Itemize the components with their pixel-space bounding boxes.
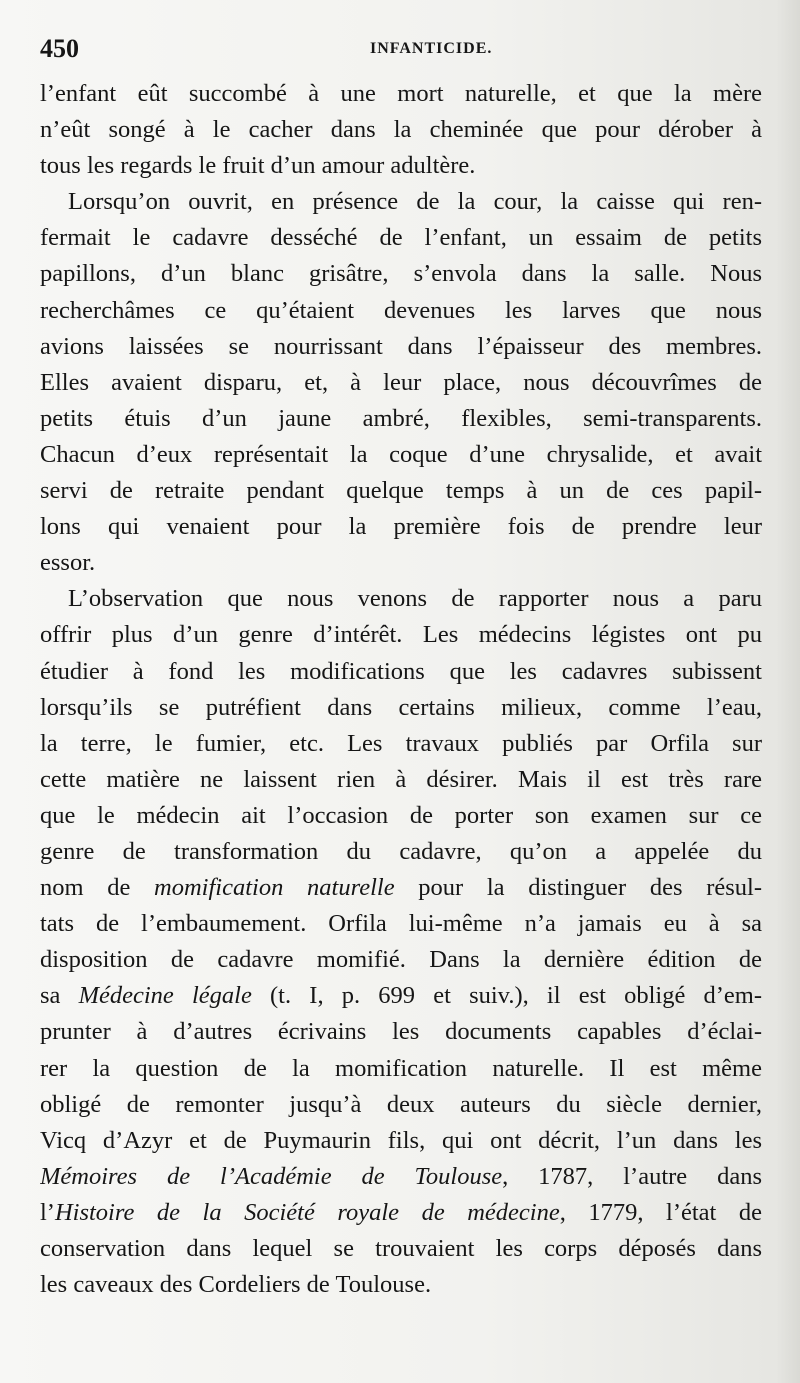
text-line [40,978,762,1014]
text-line: L’observation que nous venons de rapporter nous a paru [68,585,762,613]
text-line: n’eût songé à le cacher dans la cheminée que pour dérober à [40,116,762,144]
text-line: que le médecin ait l’occasion de porter son examen sur ce [40,801,762,829]
text-line: petits étuis d’un jaune ambré, flexibles, semi-transparents. [40,404,762,432]
text-line: obligé de remonter jusqu’à deux auteurs du siècle dernier, [40,1090,762,1118]
text-line: lons qui venaient pour la première fois de prendre leur [40,513,762,541]
text-line: Lorsqu’on ouvrit, en présence de la cour, la caisse qui ren- [68,188,762,216]
italic-title: Mémoires de l’Académie de Toulouse [40,1162,503,1190]
text-segment: , 1787, l’autre dans [502,1162,762,1190]
italic-title: Médecine légale [78,982,252,1010]
text-line: étudier à fond les modifications que les cadavres subissent [40,657,762,685]
text-line: avions laissées se nourrissant dans l’épaisseur des membres. [40,332,762,360]
text-line: genre de transformation du cadavre, qu’on a appelée du [40,837,762,865]
text-segment: sa [40,982,79,1010]
text-segment: nom de [40,874,155,902]
text-line: cette matière ne laissent rien à désirer. Mais il est très rare [40,765,762,793]
page-header [40,34,760,64]
text-line: prunter à d’autres écrivains les documents capables d’éclai- [40,1018,762,1046]
text-line: recherchâmes ce qu’étaient devenues les larves que nous [40,296,762,324]
text-line: tats de l’embaumement. Orfila lui-même n’a jamais eu à sa [40,910,762,938]
text-line: Chacun d’eux représentait la coque d’une chrysalide, et avait [40,440,762,468]
text-line: essor. [40,549,96,577]
text-segment: (t. I, p. 699 et suiv.), il est obligé d’em- [251,982,762,1010]
text-line: la terre, le fumier, etc. Les travaux publiés par Orfila sur [40,729,762,757]
text-line: servi de retraite pendant quelque temps à un de ces papil- [40,477,762,505]
text-line: offrir plus d’un genre d’intérêt. Les médecins légistes ont pu [40,621,762,649]
text-line: papillons, d’un blanc grisâtre, s’envola dans la salle. Nous [40,260,762,288]
running-head: INFANTICIDE. [370,40,493,57]
text-segment: l’ [40,1198,55,1226]
text-line: lorsqu’ils se putréfient dans certains milieux, comme l’eau, [40,693,762,721]
text-line: fermait le cadavre desséché de l’enfant, un essaim de petits [40,224,762,252]
text-line: l’enfant eût succombé à une mort naturelle, et que la mère [40,80,762,107]
text-line: Elles avaient disparu, et, à leur place, nous découvrîmes de [40,368,762,396]
italic-title: Histoire de la Société royale de médecine [54,1198,560,1226]
text-segment: , 1779, l’état de [559,1198,762,1226]
text-line: rer la question de la momification naturelle. Il est même [40,1054,762,1082]
text-line: conservation dans lequel se trouvaient les corps déposés dans [40,1235,762,1262]
text-line [40,1195,762,1231]
text-line: tous les regards le fruit d’un amour adultère. [40,152,476,180]
text-line: disposition de cadavre momifié. Dans la dernière édition de [40,946,762,974]
text-segment: pour la distinguer des résul- [394,874,762,902]
text-line: Vicq d’Azyr et de Puymaurin fils, qui ont décrit, l’un dans les [40,1126,762,1154]
text-line [40,1159,762,1195]
page-number: 450 [40,34,79,63]
italic-title: momification naturelle [154,874,395,902]
body-text [40,76,762,1303]
text-line: les caveaux des Cordeliers de Toulouse. [40,1271,432,1299]
text-line [40,870,762,906]
